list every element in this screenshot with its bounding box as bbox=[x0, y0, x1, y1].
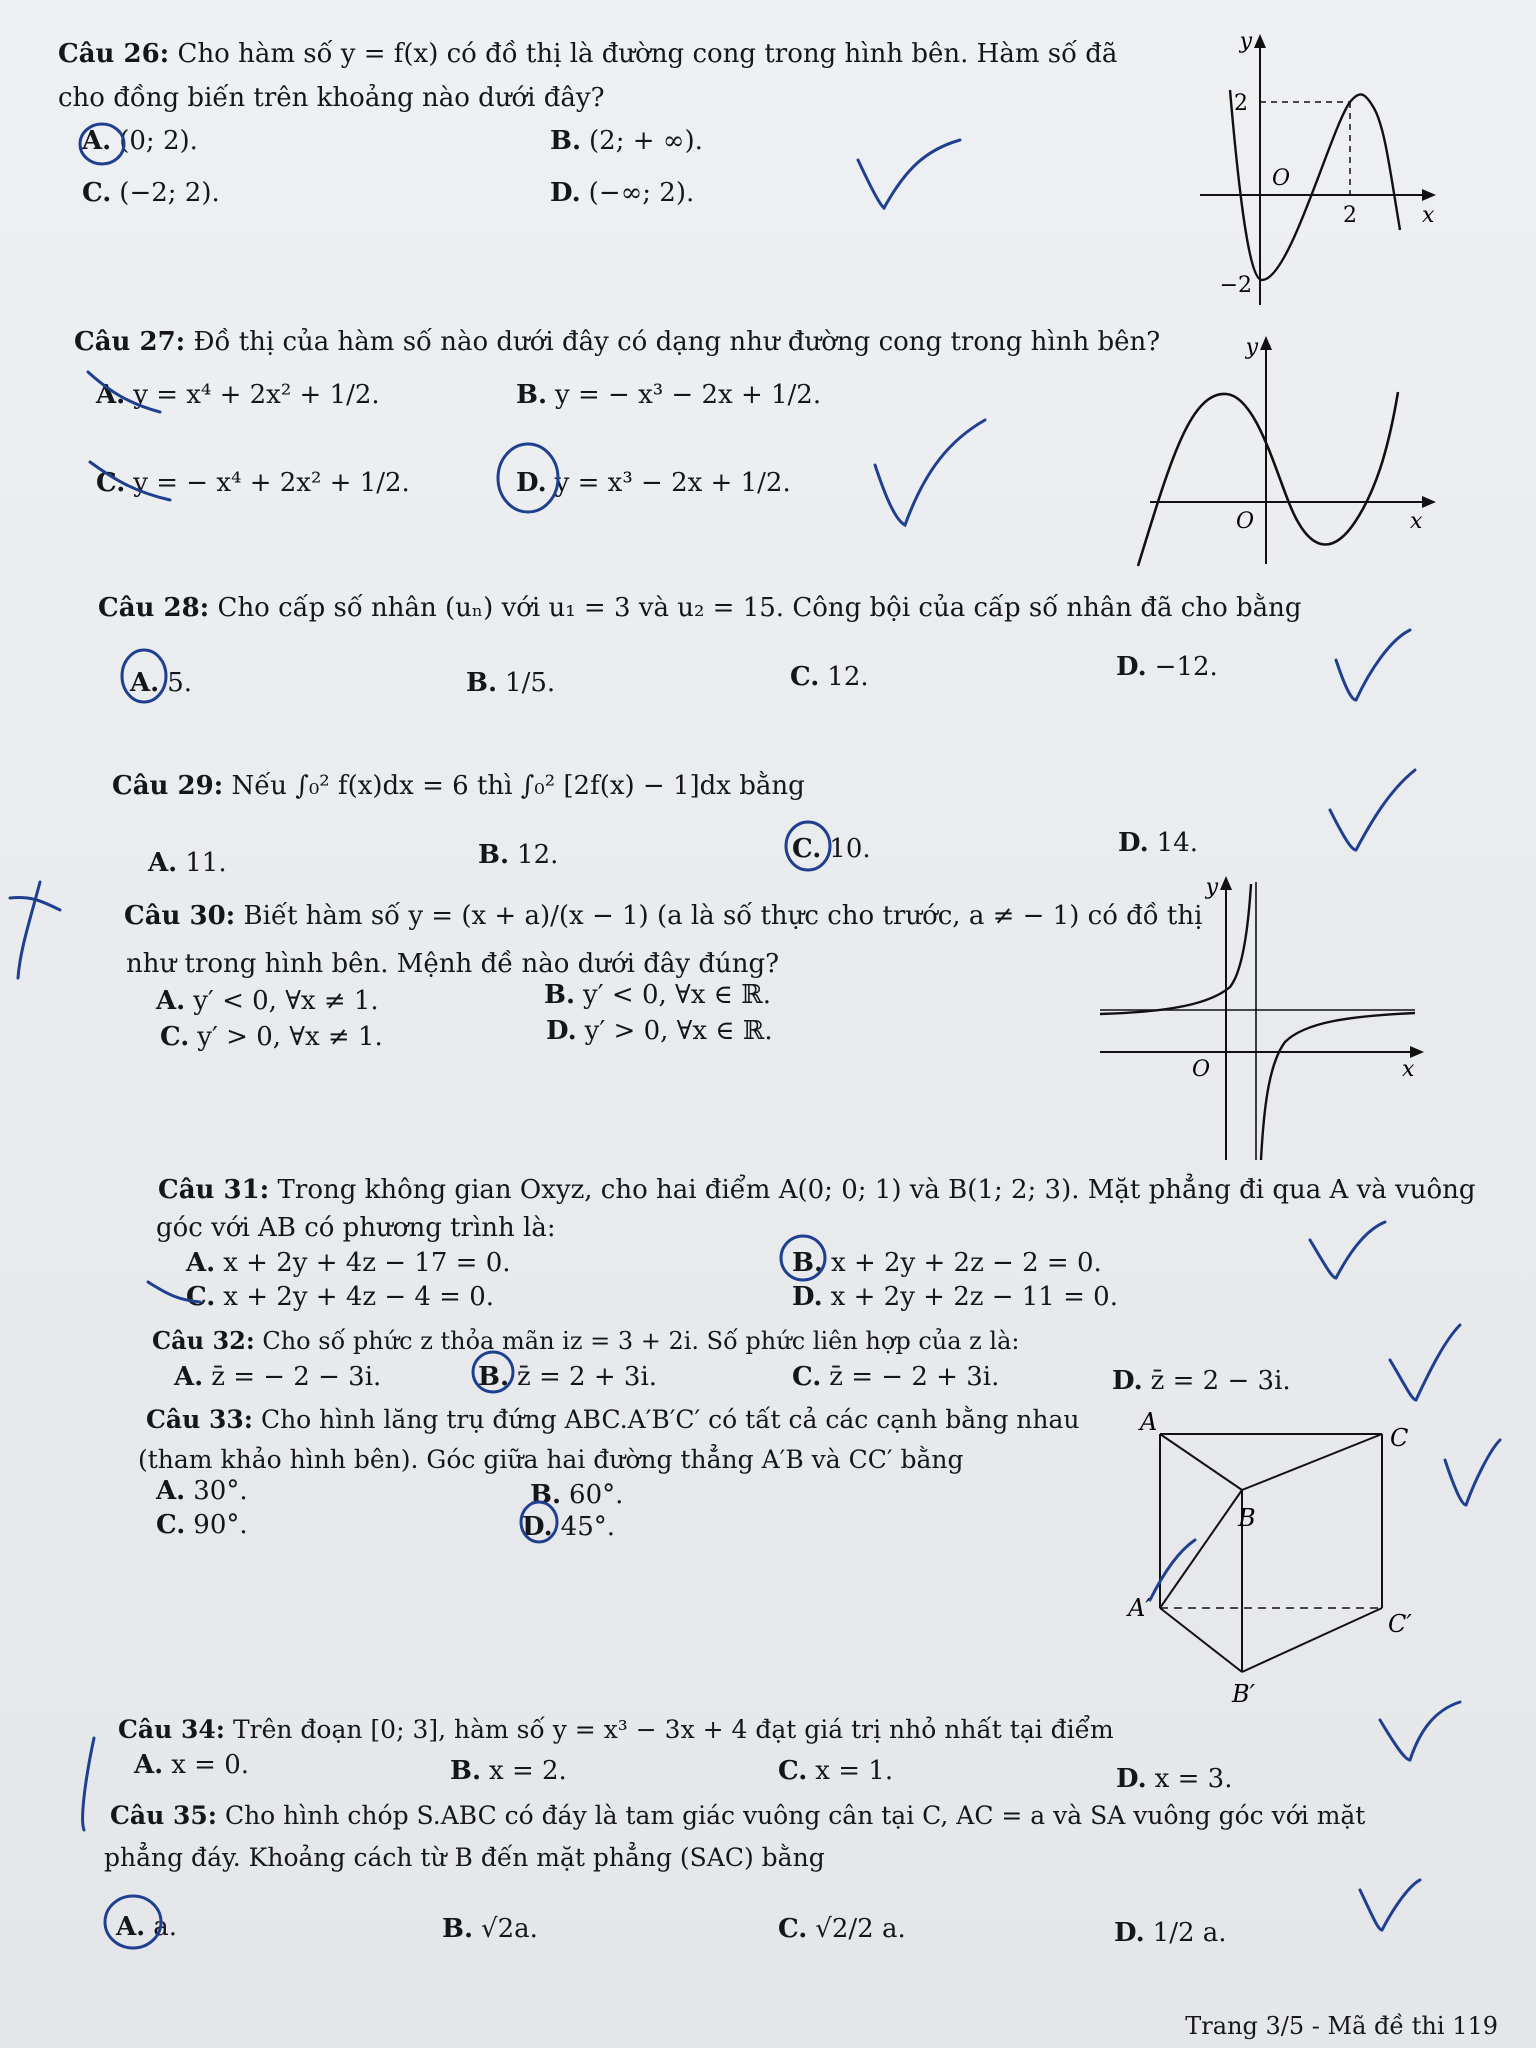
q30-option-a-text: y′ < 0, ∀x ≠ 1. bbox=[193, 986, 379, 1016]
checkmark-icon bbox=[1445, 1440, 1500, 1505]
answer-circle bbox=[122, 650, 166, 702]
q30-option-a[interactable]: A. y′ < 0, ∀x ≠ 1. bbox=[156, 986, 379, 1016]
answer-circle bbox=[473, 1352, 513, 1392]
q34-option-b-text: x = 2. bbox=[489, 1756, 567, 1786]
q27-option-d[interactable]: D. y = x³ − 2x + 1/2. bbox=[516, 468, 791, 498]
q32-text: Cho số phức z thỏa mãn iz = 3 + 2i. Số phức liên hợp của z là: bbox=[262, 1327, 1020, 1355]
q35-label: Câu 35: bbox=[110, 1801, 217, 1830]
q35-option-a-text: a. bbox=[153, 1912, 177, 1942]
q29-label: Câu 29: bbox=[112, 771, 224, 801]
q26-option-c-text: (−2; 2). bbox=[119, 178, 220, 208]
checkmark-icon bbox=[858, 140, 960, 208]
q27-option-a[interactable]: A. y = x⁴ + 2x² + 1/2. bbox=[96, 380, 380, 410]
q30-option-b-text: y′ < 0, ∀x ∈ ℝ. bbox=[583, 980, 772, 1010]
q27-origin: O bbox=[1235, 509, 1254, 534]
q32-option-a[interactable]: A. z̄ = − 2 − 3i. bbox=[174, 1362, 382, 1392]
q32-option-c[interactable]: C. z̄ = − 2 + 3i. bbox=[792, 1362, 1000, 1392]
q33-label: Câu 33: bbox=[146, 1405, 253, 1434]
q26-text: Cho hàm số y = f(x) có đồ thị là đường cong trong hình bên. Hàm số đã bbox=[177, 39, 1118, 69]
q26-option-d-text: (−∞; 2). bbox=[588, 178, 695, 208]
q28-option-d-text: −12. bbox=[1154, 652, 1218, 682]
q33-option-d-text: 45°. bbox=[560, 1512, 616, 1542]
q31-text: Trong không gian Oxyz, cho hai điểm A(0; 0; 1) và B(1; 2; 3). Mặt phẳng đi qua A và vuông bbox=[277, 1175, 1476, 1205]
q26-option-b[interactable]: B. (2; + ∞). bbox=[550, 126, 703, 156]
q29-text: Nếu ∫₀² f(x)dx = 6 thì ∫₀² [2f(x) − 1]dx bằng bbox=[231, 771, 805, 801]
q29-option-d-text: 14. bbox=[1156, 828, 1199, 858]
q33-option-d[interactable]: D. 45°. bbox=[522, 1512, 616, 1542]
checkmark-icon bbox=[1380, 1702, 1460, 1760]
q31-label: Câu 31: bbox=[158, 1175, 270, 1205]
q30-option-b[interactable]: B. y′ < 0, ∀x ∈ ℝ. bbox=[544, 980, 772, 1010]
q29-option-c-text: 10. bbox=[829, 834, 871, 864]
q32-option-d[interactable]: D. z̄ = 2 − 3i. bbox=[1112, 1366, 1291, 1396]
q32-option-d-text: z̄ = 2 − 3i. bbox=[1150, 1366, 1291, 1396]
q27-option-b[interactable]: B. y = − x³ − 2x + 1/2. bbox=[516, 380, 822, 410]
q27-option-b-text: y = − x³ − 2x + 1/2. bbox=[555, 380, 822, 410]
q35-option-d[interactable]: D. 1/2 a. bbox=[1114, 1918, 1227, 1948]
q26-origin: O bbox=[1272, 166, 1291, 191]
q26-option-b-text: (2; + ∞). bbox=[589, 126, 703, 156]
answer-circle bbox=[521, 1502, 557, 1542]
q26-option-a[interactable]: A. (0; 2). bbox=[82, 126, 198, 156]
q29-option-a-text: 11. bbox=[185, 848, 227, 878]
q33-label-a: A bbox=[1140, 1408, 1158, 1436]
q35-stem2: phẳng đáy. Khoảng cách từ B đến mặt phẳng (SAC) bằng bbox=[104, 1843, 825, 1872]
q30-option-c-text: y′ > 0, ∀x ≠ 1. bbox=[197, 1022, 383, 1052]
q33-text: Cho hình lăng trụ đứng ABC.A′B′C′ có tất cả các cạnh bằng nhau bbox=[260, 1405, 1080, 1434]
q29-option-b[interactable]: B. 12. bbox=[478, 840, 559, 870]
q26-option-d[interactable]: D. (−∞; 2). bbox=[550, 178, 695, 208]
q30-option-d[interactable]: D. y′ > 0, ∀x ∈ ℝ. bbox=[546, 1016, 773, 1046]
q34-option-d[interactable]: D. x = 3. bbox=[1116, 1764, 1233, 1794]
q33-option-b-text: 60°. bbox=[569, 1480, 624, 1510]
q31-option-a-text: x + 2y + 4z − 17 = 0. bbox=[223, 1248, 511, 1278]
q35-option-b-text: √2a. bbox=[481, 1914, 538, 1944]
q33-option-b[interactable]: B. 60°. bbox=[530, 1480, 624, 1510]
q33-option-c-text: 90°. bbox=[193, 1510, 248, 1540]
q33-option-a[interactable]: A. 30°. bbox=[156, 1476, 248, 1506]
q30-text: Biết hàm số y = (x + a)/(x − 1) (a là số thực cho trước, a ≠ − 1) có đồ thị bbox=[243, 901, 1203, 931]
q31-option-d-text: x + 2y + 2z − 11 = 0. bbox=[830, 1282, 1118, 1312]
q31-option-c[interactable]: C. x + 2y + 4z − 4 = 0. bbox=[186, 1282, 495, 1312]
q27-label: Câu 27: bbox=[74, 327, 186, 357]
checkmark-icon bbox=[1336, 630, 1410, 700]
q31-option-b[interactable]: B. x + 2y + 2z − 2 = 0. bbox=[792, 1248, 1102, 1278]
q30-x-label: x bbox=[1402, 1057, 1415, 1082]
q34-option-a-text: x = 0. bbox=[171, 1750, 250, 1780]
q32-option-b[interactable]: B. z̄ = 2 + 3i. bbox=[478, 1362, 658, 1392]
q31-option-c-text: x + 2y + 4z − 4 = 0. bbox=[223, 1282, 495, 1312]
q26-label: Câu 26: bbox=[58, 39, 170, 69]
q32-option-a-text: z̄ = − 2 − 3i. bbox=[211, 1362, 382, 1392]
q31-option-a[interactable]: A. x + 2y + 4z − 17 = 0. bbox=[186, 1248, 511, 1278]
q34-option-c[interactable]: C. x = 1. bbox=[778, 1756, 894, 1786]
q30-y-label: y bbox=[1205, 875, 1218, 900]
q28-option-c-text: 12. bbox=[827, 662, 869, 692]
q26-x-tick: 2 bbox=[1343, 203, 1357, 228]
q34-option-a[interactable]: A. x = 0. bbox=[134, 1750, 250, 1780]
q34-option-b[interactable]: B. x = 2. bbox=[450, 1756, 567, 1786]
q33-option-c[interactable]: C. 90°. bbox=[156, 1510, 248, 1540]
q28-text: Cho cấp số nhân (uₙ) với u₁ = 3 và u₂ = 15. Công bội của cấp số nhân đã cho bằng bbox=[217, 593, 1302, 623]
q27-option-a-text: y = x⁴ + 2x² + 1/2. bbox=[133, 380, 380, 410]
q35-text: Cho hình chóp S.ABC có đáy là tam giác vuông cân tại C, AC = a và SA vuông góc với mặt bbox=[224, 1801, 1366, 1830]
q29-option-a[interactable]: A. 11. bbox=[148, 848, 227, 878]
q26-y-bottom: −2 bbox=[1219, 273, 1252, 298]
q28-option-b-text: 1/5. bbox=[505, 668, 556, 698]
q33-option-a-text: 30°. bbox=[193, 1476, 248, 1506]
q31-option-d[interactable]: D. x + 2y + 2z − 11 = 0. bbox=[792, 1282, 1118, 1312]
q32-label: Câu 32: bbox=[152, 1326, 255, 1355]
q27-option-d-text: y = x³ − 2x + 1/2. bbox=[554, 468, 791, 498]
q32-option-c-text: z̄ = − 2 + 3i. bbox=[829, 1362, 1000, 1392]
q30-option-d-text: y′ > 0, ∀x ∈ ℝ. bbox=[584, 1016, 773, 1046]
q35-option-b[interactable]: B. √2a. bbox=[442, 1914, 538, 1944]
q28-option-c[interactable]: C. 12. bbox=[790, 662, 869, 692]
q35-option-a[interactable]: A. a. bbox=[116, 1912, 177, 1942]
q35-option-c-text: √2/2 a. bbox=[815, 1914, 906, 1944]
q35-option-c[interactable]: C. √2/2 a. bbox=[778, 1914, 906, 1944]
q33-label-a1: A′ bbox=[1128, 1594, 1151, 1622]
q26-y-label: y bbox=[1239, 29, 1252, 54]
q33-label-c1: C′ bbox=[1388, 1610, 1412, 1638]
q33-stem2: (tham khảo hình bên). Góc giữa hai đường thẳng A′B và CC′ bằng bbox=[138, 1445, 964, 1474]
q28-label: Câu 28: bbox=[98, 593, 210, 623]
checkmark-icon bbox=[1360, 1880, 1420, 1930]
answer-circle bbox=[80, 124, 124, 164]
q35-option-d-text: 1/2 a. bbox=[1152, 1918, 1227, 1948]
checkmark-icon bbox=[875, 420, 985, 525]
q28-option-b[interactable]: B. 1/5. bbox=[466, 668, 556, 698]
q26-x-label: x bbox=[1422, 203, 1435, 228]
q32-option-b-text: z̄ = 2 + 3i. bbox=[517, 1362, 658, 1392]
q34-text: Trên đoạn [0; 3], hàm số y = x³ − 3x + 4 đạt giá trị nhỏ nhất tại điểm bbox=[232, 1715, 1114, 1744]
q30-stem2: như trong hình bên. Mệnh đề nào dưới đây đúng? bbox=[126, 949, 780, 979]
q34-label: Câu 34: bbox=[118, 1715, 225, 1744]
q27-text: Đồ thị của hàm số nào dưới đây có dạng như đường cong trong hình bên? bbox=[193, 327, 1161, 357]
q30-option-c[interactable]: C. y′ > 0, ∀x ≠ 1. bbox=[160, 1022, 383, 1052]
q29-option-c[interactable]: C. 10. bbox=[792, 834, 871, 864]
q28-option-a[interactable]: A. 5. bbox=[130, 668, 193, 698]
q26-option-c[interactable]: C. (−2; 2). bbox=[82, 178, 220, 208]
q28-option-a-text: 5. bbox=[167, 668, 193, 698]
answer-circle bbox=[781, 1236, 825, 1280]
answer-circle bbox=[105, 1896, 161, 1948]
q27-x-label: x bbox=[1410, 509, 1423, 534]
q29-option-b-text: 12. bbox=[517, 840, 559, 870]
checkmark-icon bbox=[1310, 1222, 1385, 1278]
q30-label: Câu 30: bbox=[124, 901, 236, 931]
q34-option-d-text: x = 3. bbox=[1154, 1764, 1233, 1794]
q30-origin: O bbox=[1191, 1057, 1210, 1082]
page-footer: Trang 3/5 - Mã đề thi 119 bbox=[1185, 2012, 1498, 2040]
q33-label-b: B bbox=[1238, 1504, 1256, 1532]
q34-option-c-text: x = 1. bbox=[815, 1756, 894, 1786]
q26-stem2: cho đồng biến trên khoảng nào dưới đây? bbox=[58, 83, 605, 113]
q26-y-top: 2 bbox=[1234, 91, 1248, 116]
q31-stem2: góc với AB có phương trình là: bbox=[156, 1213, 556, 1243]
q33-label-c: C bbox=[1390, 1424, 1409, 1452]
q31-option-b-text: x + 2y + 2z − 2 = 0. bbox=[831, 1248, 1102, 1278]
checkmark-icon bbox=[1330, 770, 1415, 850]
q27-option-c[interactable]: C. y = − x⁴ + 2x² + 1/2. bbox=[96, 468, 410, 498]
q26-option-a-text: (0; 2). bbox=[119, 126, 198, 156]
answer-circle bbox=[786, 822, 830, 870]
q33-label-b1: B′ bbox=[1232, 1680, 1256, 1708]
q27-option-c-text: y = − x⁴ + 2x² + 1/2. bbox=[133, 468, 410, 498]
checkmark-icon bbox=[1390, 1325, 1460, 1400]
q28-option-d[interactable]: D. −12. bbox=[1116, 652, 1218, 682]
answer-circle bbox=[498, 444, 558, 512]
q29-option-d[interactable]: D. 14. bbox=[1118, 828, 1199, 858]
q27-y-label: y bbox=[1245, 335, 1258, 360]
